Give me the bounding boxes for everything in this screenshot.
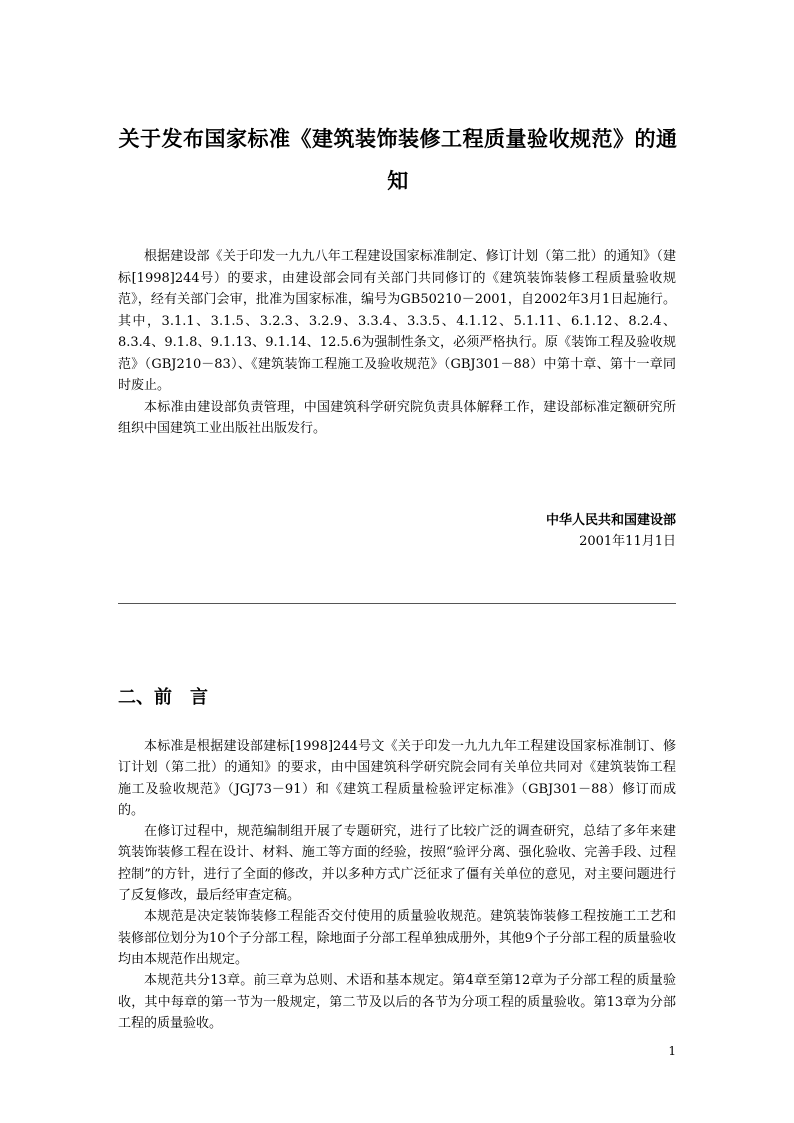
preface-paragraph: 本规范是决定装饰装修工程能否交付使用的质量验收规范。建筑装饰装修工程按施工工艺和装修部位划分为10个子分部工程，除地面子分部工程单独成册外，其他9个子分部工程的质量验收均由本规范作出规定。	[118, 909, 676, 967]
issuer-name: 中华人民共和国建设部	[545, 513, 676, 528]
preface-body	[118, 736, 676, 1034]
page-number: 1	[668, 1044, 676, 1058]
issue-date: 2001年11月1日	[579, 534, 676, 549]
notice-body	[118, 246, 676, 440]
notice-title: 关于发布国家标准《建筑装饰装修工程质量验收规范》的通知	[118, 126, 678, 193]
preface-paragraph: 本标准是根据建设部建标[1998]244号文《关于印发一九九九年工程建设国家标准制订、修订计划（第二批）的通知》的要求，由中国建筑科学研究院会同有关单位共同对《建筑装饰工程施工及验收规范》（JGJ73－91）和《建筑工程质量检验评定标准》（GBJ301－88）修订而成的。	[118, 739, 676, 818]
preface-heading: 二、前 言	[118, 687, 208, 708]
notice-paragraph: 根据建设部《关于印发一九九八年工程建设国家标准制定、修订计划（第二批）的通知》（建标[1998]244号）的要求，由建设部会同有关部门共同修订的《建筑装饰装修工程质量验收规范》，经有关部门会审，批准为国家标准，编号为GB50210－2001，自2002年3月1日起施行。其中，3.1.1、3.1.5、3.2.3、3.2.9、3.3.4、3.3.5、4.1.12、5.1.11、6.1.12、8.2.4、8.3.4、9.1.8、9.1.13、9.1.14、12.5.6为强制性条文，必须严格执行。原《装饰工程及验收规范》（GBJ210－83）、《建筑装饰工程施工及验收规范》（GBJ301－88）中第十章、第十一章同时废止。	[118, 249, 676, 393]
preface-paragraph: 本规范共分13章。前三章为总则、术语和基本规定。第4章至第12章为子分部工程的质量验收，其中每章的第一节为一般规定，第二节及以后的各节为分项工程的质量验收。第13章为分部工程的质量验收。	[118, 973, 676, 1031]
preface-paragraph: 在修订过程中，规范编制组开展了专题研究，进行了比较广泛的调查研究，总结了多年来建筑装饰装修工程在设计、材料、施工等方面的经验，按照“验评分离、强化验收、完善手段、过程控制”的方针，进行了全面的修改，并以多种方式广泛征求了僵有关单位的意见，对主要问题进行了反复修改，最后经审查定稿。	[118, 824, 676, 904]
section-divider	[118, 603, 676, 604]
notice-paragraph: 本标准由建设部负责管理，中国建筑科学研究院负责具体解释工作，建设部标准定额研究所组织中国建筑工业出版社出版发行。	[118, 399, 676, 436]
